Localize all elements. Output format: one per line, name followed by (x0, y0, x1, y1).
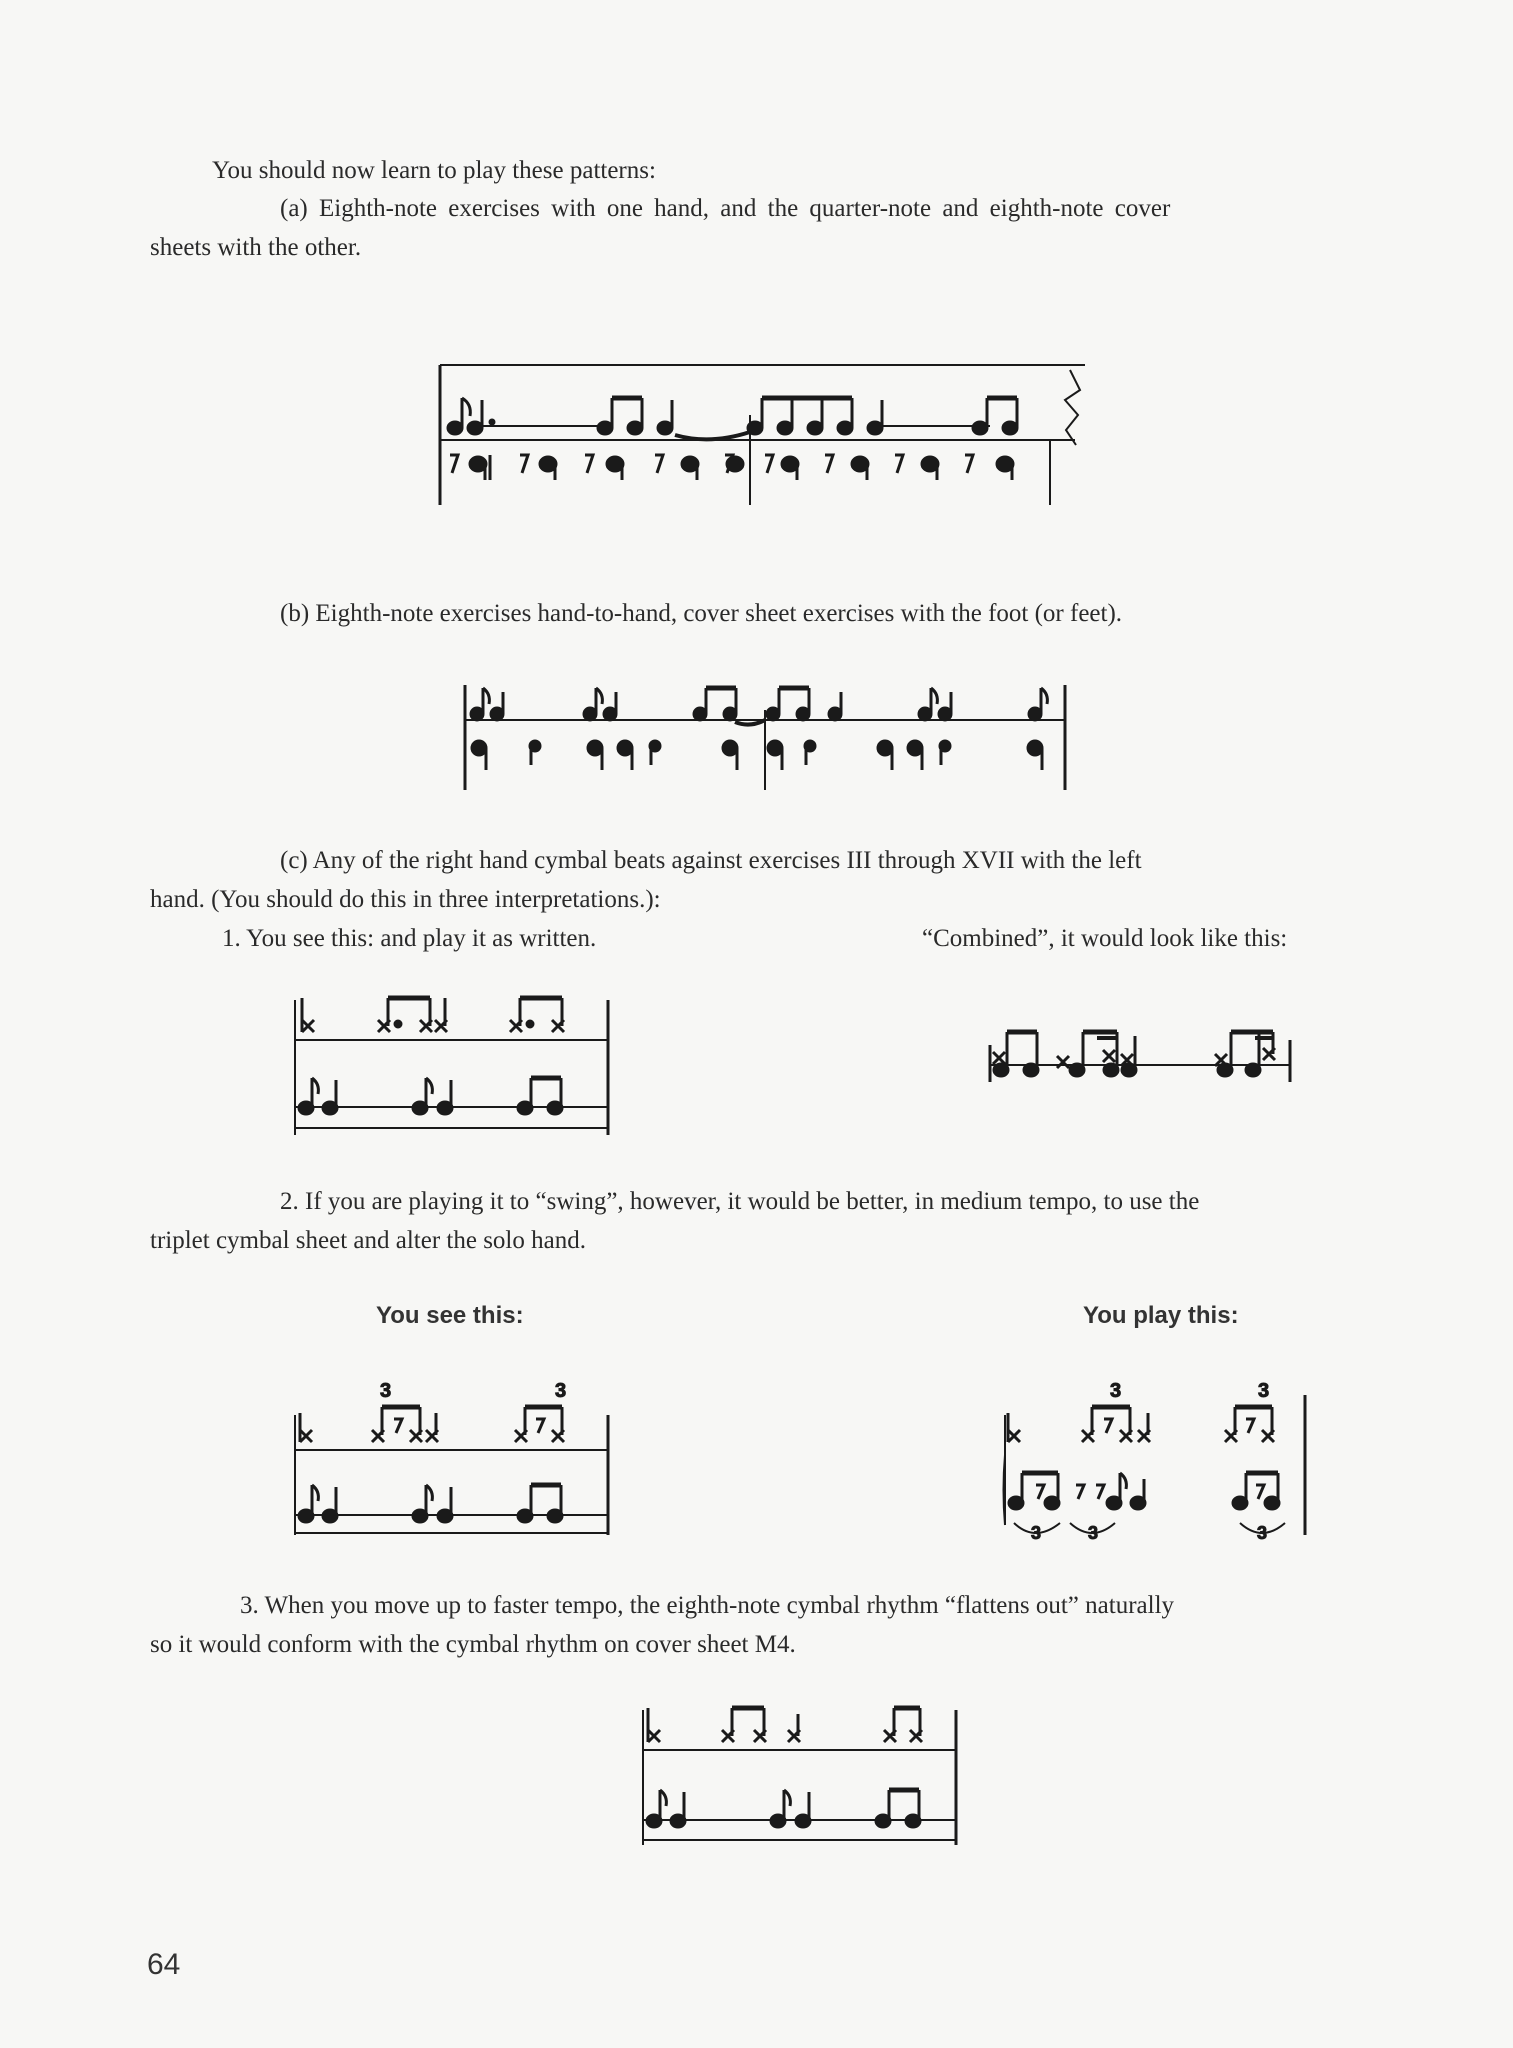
item-2-text-cont: triplet cymbal sheet and alter the solo hand. (150, 1227, 586, 1254)
triplet-marker-3: 3 (1110, 1380, 1122, 1402)
triplet-marker-5: 3 (1031, 1523, 1042, 1543)
page-number: 64 (147, 1948, 181, 1981)
notation-item-2-see (290, 1375, 620, 1535)
item-3-text-cont: so it would conform with the cymbal rhythm on cover sheet M4. (150, 1631, 796, 1658)
triplet-marker-4: 3 (1258, 1380, 1270, 1402)
notation-item-2-play (1000, 1375, 1320, 1560)
pattern-a-text-cont: sheets with the other. (150, 234, 362, 261)
notation-item-3 (638, 1700, 968, 1850)
notation-item-1-combined (985, 1020, 1305, 1090)
item-2-text: 2. If you are playing it to “swing”, however, it would be better, in medium tempo, to use the (280, 1188, 1200, 1215)
item-3-text: 3. When you move up to faster tempo, the eighth-note cymbal rhythm “flattens out” naturally (240, 1592, 1175, 1619)
notation-pattern-a (430, 360, 1100, 510)
pattern-a-text: (a) Eighth-note exercises with one hand, and the quarter-note and eighth-note cover (280, 195, 1171, 222)
triplet-marker-7: 3 (1257, 1523, 1268, 1543)
notation-item-1-written (290, 990, 620, 1140)
pattern-b-text: (b) Eighth-note exercises hand-to-hand, cover sheet exercises with the foot (or feet). (280, 600, 1123, 627)
pattern-c-text-cont: hand. (You should do this in three interpretations.): (150, 886, 661, 913)
intro-text: You should now learn to play these patterns: (212, 157, 656, 184)
triplet-marker-2: 3 (555, 1380, 567, 1402)
notation-pattern-b (455, 670, 1095, 800)
combined-text: “Combined”, it would look like this: (922, 925, 1288, 952)
triplet-marker-6: 3 (1088, 1523, 1099, 1543)
label-you-play-this: You play this: (1083, 1302, 1239, 1329)
label-you-see-this: You see this: (376, 1302, 524, 1329)
pattern-c-text: (c) Any of the right hand cymbal beats against exercises III through XVII with the left (280, 847, 1142, 874)
item-1-text: 1. You see this: and play it as written. (222, 925, 597, 952)
triplet-marker-1: 3 (380, 1380, 392, 1402)
